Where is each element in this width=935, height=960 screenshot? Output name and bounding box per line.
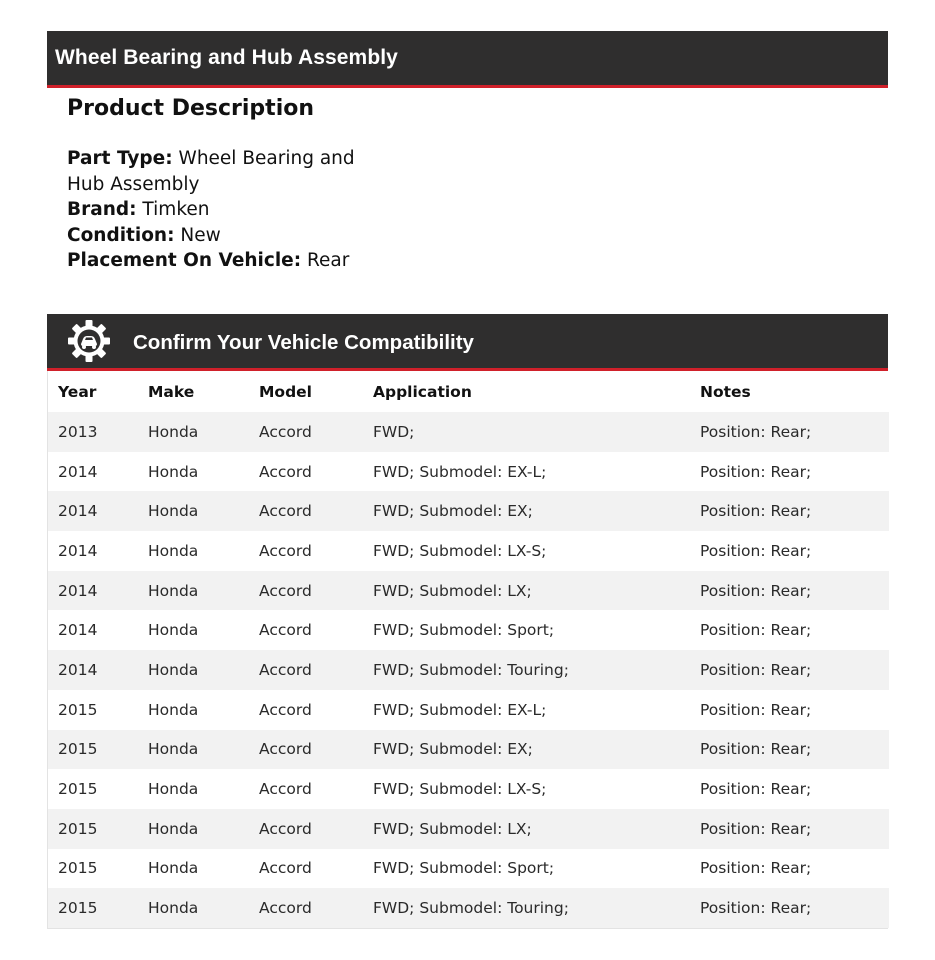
table-row (48, 690, 889, 730)
cell-application: FWD; Submodel: EX-L; (363, 452, 690, 492)
cell-year: 2014 (48, 610, 138, 650)
cell-make: Honda (138, 610, 249, 650)
cell-application: FWD; Submodel: EX; (363, 730, 690, 770)
cell-make: Honda (138, 888, 249, 928)
cell-application: FWD; Submodel: Touring; (363, 650, 690, 690)
cell-make: Honda (138, 491, 249, 531)
cell-model: Accord (249, 849, 363, 889)
cell-year: 2014 (48, 491, 138, 531)
cell-make: Honda (138, 809, 249, 849)
cell-notes: Position: Rear; (690, 412, 889, 452)
cell-application: FWD; Submodel: Touring; (363, 888, 690, 928)
table-row (48, 730, 889, 770)
cell-model: Accord (249, 571, 363, 611)
compatibility-table (47, 371, 888, 929)
column-header-make: Make (138, 371, 249, 412)
cell-notes: Position: Rear; (690, 769, 889, 809)
compatibility-title: Confirm Your Vehicle Compatibility (133, 331, 474, 354)
cell-notes: Position: Rear; (690, 809, 889, 849)
cell-model: Accord (249, 888, 363, 928)
cell-year: 2013 (48, 412, 138, 452)
cell-make: Honda (138, 849, 249, 889)
cell-notes: Position: Rear; (690, 531, 889, 571)
cell-application: FWD; Submodel: Sport; (363, 610, 690, 650)
cell-year: 2014 (48, 452, 138, 492)
placement-row (67, 248, 397, 274)
product-description (67, 94, 397, 274)
cell-year: 2015 (48, 888, 138, 928)
cell-notes: Position: Rear; (690, 888, 889, 928)
column-header-model: Model (249, 371, 363, 412)
cell-application: FWD; Submodel: EX; (363, 491, 690, 531)
part-type-row (67, 146, 397, 197)
cell-notes: Position: Rear; (690, 491, 889, 531)
cell-make: Honda (138, 730, 249, 770)
placement-label: Placement On Vehicle: (67, 250, 302, 272)
condition-row (67, 223, 397, 249)
cell-model: Accord (249, 412, 363, 452)
cell-notes: Position: Rear; (690, 730, 889, 770)
table-header-row (48, 371, 889, 412)
cell-make: Honda (138, 412, 249, 452)
cell-notes: Position: Rear; (690, 849, 889, 889)
cell-notes: Position: Rear; (690, 571, 889, 611)
table-row (48, 610, 889, 650)
gear-car-icon (67, 319, 111, 363)
part-type-label: Part Type: (67, 148, 173, 169)
cell-year: 2014 (48, 531, 138, 571)
cell-year: 2015 (48, 730, 138, 770)
cell-year: 2015 (48, 769, 138, 809)
part-type-value: Wheel Bearing and Hub Assembly (67, 148, 355, 195)
cell-year: 2015 (48, 690, 138, 730)
cell-notes: Position: Rear; (690, 610, 889, 650)
cell-notes: Position: Rear; (690, 690, 889, 730)
cell-year: 2014 (48, 650, 138, 690)
cell-make: Honda (138, 531, 249, 571)
cell-model: Accord (249, 730, 363, 770)
cell-make: Honda (138, 452, 249, 492)
cell-make: Honda (138, 690, 249, 730)
product-title: Wheel Bearing and Hub Assembly (55, 46, 398, 69)
cell-application: FWD; Submodel: EX-L; (363, 690, 690, 730)
column-header-year: Year (48, 371, 138, 412)
cell-application: FWD; Submodel: LX; (363, 571, 690, 611)
cell-make: Honda (138, 571, 249, 611)
cell-model: Accord (249, 452, 363, 492)
cell-notes: Position: Rear; (690, 452, 889, 492)
product-title-bar (47, 31, 888, 88)
cell-model: Accord (249, 610, 363, 650)
table-row (48, 888, 889, 928)
cell-application: FWD; Submodel: LX-S; (363, 769, 690, 809)
description-heading: Product Description (67, 96, 315, 121)
cell-year: 2014 (48, 571, 138, 611)
column-header-notes: Notes (690, 371, 889, 412)
column-header-application: Application (363, 371, 690, 412)
cell-application: FWD; Submodel: Sport; (363, 849, 690, 889)
cell-notes: Position: Rear; (690, 650, 889, 690)
table-row (48, 650, 889, 690)
cell-make: Honda (138, 650, 249, 690)
cell-application: FWD; Submodel: LX-S; (363, 531, 690, 571)
cell-model: Accord (249, 491, 363, 531)
condition-label: Condition: (67, 224, 175, 246)
cell-model: Accord (249, 809, 363, 849)
cell-model: Accord (249, 531, 363, 571)
table-row (48, 491, 889, 531)
table-row (48, 769, 889, 809)
table-row (48, 849, 889, 889)
cell-model: Accord (249, 650, 363, 690)
condition-value: New (180, 224, 221, 246)
cell-year: 2015 (48, 849, 138, 889)
brand-value: Timken (142, 199, 210, 221)
cell-application: FWD; (363, 412, 690, 452)
table-row (48, 809, 889, 849)
cell-year: 2015 (48, 809, 138, 849)
placement-value: Rear (307, 250, 350, 272)
cell-application: FWD; Submodel: LX; (363, 809, 690, 849)
cell-model: Accord (249, 769, 363, 809)
brand-label: Brand: (67, 199, 137, 221)
brand-row (67, 197, 397, 223)
table-row (48, 531, 889, 571)
cell-model: Accord (249, 690, 363, 730)
cell-make: Honda (138, 769, 249, 809)
table-row (48, 412, 889, 452)
compatibility-bar (47, 314, 888, 371)
table-row (48, 452, 889, 492)
table-row (48, 571, 889, 611)
